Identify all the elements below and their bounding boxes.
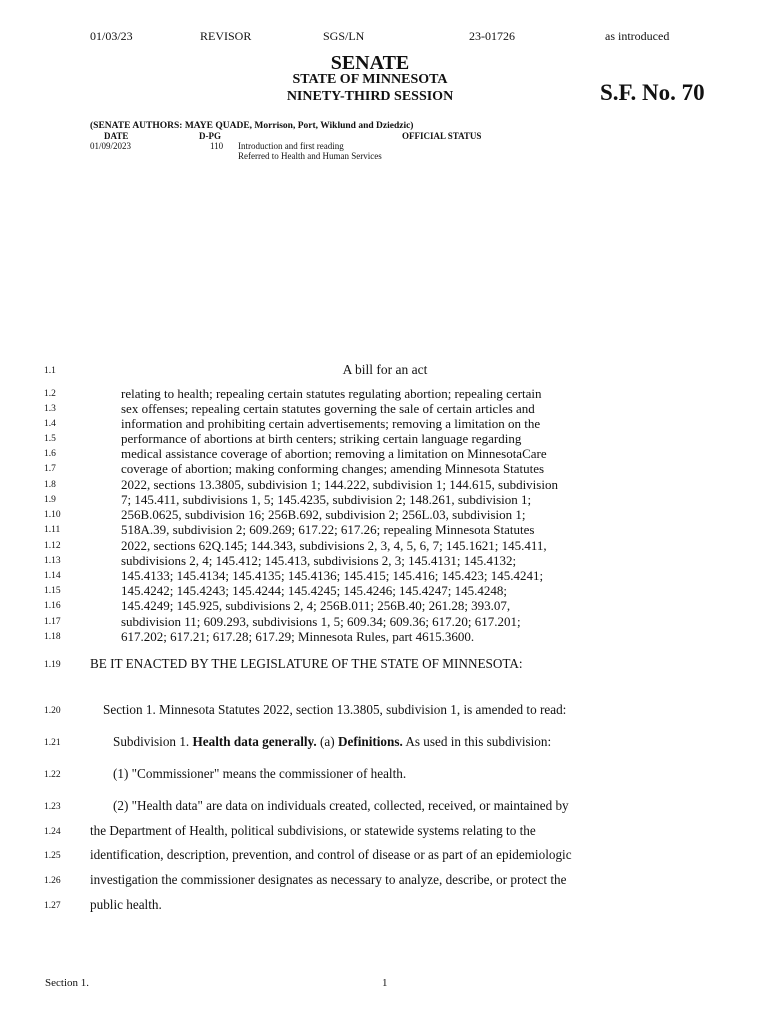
line-number: 1.18 bbox=[44, 632, 61, 642]
line-number: 1.3 bbox=[44, 404, 56, 414]
header-initials: SGS/LN bbox=[323, 29, 365, 43]
title-line: relating to health; repealing certain statutes regulating abortion; repealing certain bbox=[121, 386, 542, 401]
section-heading: Section 1. Minnesota Statutes 2022, section 13.3805, subdivision 1, is amended to read: bbox=[103, 702, 567, 717]
line-number: 1.16 bbox=[44, 601, 61, 611]
status-row-referral: Referred to Health and Human Services bbox=[238, 151, 382, 161]
line-number: 1.27 bbox=[44, 901, 61, 911]
enacting-clause: BE IT ENACTED BY THE LEGISLATURE OF THE STATE OF MINNESOTA: bbox=[90, 656, 523, 671]
title-line: 617.202; 617.21; 617.28; 617.29; Minnesota Rules, part 4615.3600. bbox=[121, 629, 475, 644]
body-line: investigation the commissioner designates as necessary to analyze, describe, or protect the bbox=[90, 872, 567, 887]
footer-section: Section 1. bbox=[45, 977, 89, 989]
line-number: 1.23 bbox=[44, 802, 61, 812]
line-number: 1.24 bbox=[44, 827, 61, 837]
subdivision-title: Health data generally. bbox=[192, 734, 317, 749]
line-number: 1.22 bbox=[44, 770, 61, 780]
bill-heading: A bill for an act bbox=[342, 362, 428, 377]
senate-authors: (SENATE AUTHORS: MAYE QUADE, Morrison, Port, Wiklund and Dziedzic) bbox=[90, 121, 414, 131]
line-number: 1.11 bbox=[44, 525, 61, 535]
line-number: 1.2 bbox=[44, 389, 56, 399]
title-line: sex offenses; repealing certain statutes governing the sale of certain articles and bbox=[121, 401, 535, 416]
line-number: 1.12 bbox=[44, 541, 61, 551]
title-line: subdivision 11; 609.293, subdivisions 1, 5; 609.34; 609.36; 617.20; 617.201; bbox=[121, 614, 521, 629]
line-number: 1.1 bbox=[44, 366, 56, 376]
line-number: 1.8 bbox=[44, 480, 56, 490]
title-line: coverage of abortion; making conforming changes; amending Minnesota Statutes bbox=[121, 461, 545, 476]
line-number: 1.14 bbox=[44, 571, 61, 581]
line-number: 1.26 bbox=[44, 876, 61, 886]
line-number: 1.21 bbox=[44, 738, 61, 748]
header-doc-id: 23-01726 bbox=[469, 29, 515, 43]
body-line: public health. bbox=[90, 897, 162, 912]
session-title: NINETY-THIRD SESSION bbox=[286, 89, 454, 104]
line-number: 1.17 bbox=[44, 617, 61, 627]
title-line: 256B.0625, subdivision 16; 256B.692, subdivision 2; 256L.03, subdivision 1; bbox=[121, 507, 526, 522]
body-line: identification, description, prevention, and control of disease or as part of an epidemiologic bbox=[90, 847, 572, 862]
body-line: (2) "Health data" are data on individuals created, collected, received, or maintained by bbox=[113, 798, 569, 813]
subdivision-rest: As used in this subdivision: bbox=[402, 734, 552, 749]
status-col-date: DATE bbox=[104, 131, 129, 141]
body-line: the Department of Health, political subdivisions, or statewide systems relating to the bbox=[90, 823, 536, 838]
title-line: 2022, sections 62Q.145; 144.343, subdivisions 2, 3, 4, 5, 6, 7; 145.1621; 145.411, bbox=[121, 538, 547, 553]
header-date: 01/03/23 bbox=[90, 29, 133, 43]
definition-commissioner: (1) "Commissioner" means the commissioner of health. bbox=[113, 766, 407, 781]
status-row-reading: Introduction and first reading bbox=[238, 141, 344, 151]
line-number: 1.19 bbox=[44, 660, 61, 670]
status-row-date: 01/09/2023 bbox=[90, 141, 132, 151]
state-title: STATE OF MINNESOTA bbox=[292, 72, 448, 87]
chamber-title: SENATE bbox=[330, 52, 410, 74]
line-number: 1.9 bbox=[44, 495, 56, 505]
status-col-official: OFFICIAL STATUS bbox=[402, 131, 482, 141]
status-row-dpg: 110 bbox=[210, 141, 224, 151]
title-line: medical assistance coverage of abortion; removing a limitation on MinnesotaCare bbox=[121, 446, 547, 461]
line-number: 1.10 bbox=[44, 510, 61, 520]
line-number: 1.4 bbox=[44, 419, 56, 429]
line-number: 1.20 bbox=[44, 706, 61, 716]
subdivision-heading bbox=[113, 734, 551, 750]
subdivision-prefix: Subdivision 1. bbox=[113, 734, 193, 749]
title-line: performance of abortions at birth centers; striking certain language regarding bbox=[121, 431, 522, 446]
line-number: 1.13 bbox=[44, 556, 61, 566]
line-number: 1.6 bbox=[44, 449, 56, 459]
header-status: as introduced bbox=[605, 29, 670, 43]
title-line: 2022, sections 13.3805, subdivision 1; 144.222, subdivision 1; 144.615, subdivision bbox=[121, 477, 558, 492]
line-number: 1.5 bbox=[44, 434, 56, 444]
definitions-label: Definitions. bbox=[337, 734, 403, 749]
title-line: information and prohibiting certain advertisements; removing a limitation on the bbox=[121, 416, 541, 431]
title-line: 518A.39, subdivision 2; 609.269; 617.22; 617.26; repealing Minnesota Statutes bbox=[121, 522, 535, 537]
status-col-dpg: D-PG bbox=[199, 131, 221, 141]
title-line: subdivisions 2, 4; 145.412; 145.413, subdivisions 2, 3; 145.4131; 145.4132; bbox=[121, 553, 517, 568]
line-number: 1.7 bbox=[44, 464, 56, 474]
title-line: 145.4242; 145.4243; 145.4244; 145.4245; 145.4246; 145.4247; 145.4248; bbox=[121, 583, 508, 598]
file-number: S.F. No. 70 bbox=[600, 80, 705, 105]
page-number: 1 bbox=[382, 977, 388, 989]
line-number: 1.15 bbox=[44, 586, 61, 596]
title-line: 145.4249; 145.925, subdivisions 2, 4; 256B.011; 256B.40; 261.28; 393.07, bbox=[121, 598, 511, 613]
line-number: 1.25 bbox=[44, 851, 61, 861]
title-line: 7; 145.411, subdivisions 1, 5; 145.4235, subdivision 2; 148.261, subdivision 1; bbox=[121, 492, 532, 507]
header-revisor: REVISOR bbox=[200, 29, 252, 43]
subdivision-mid: (a) bbox=[316, 734, 338, 749]
title-line: 145.4133; 145.4134; 145.4135; 145.4136; 145.415; 145.416; 145.423; 145.4241; bbox=[121, 568, 544, 583]
